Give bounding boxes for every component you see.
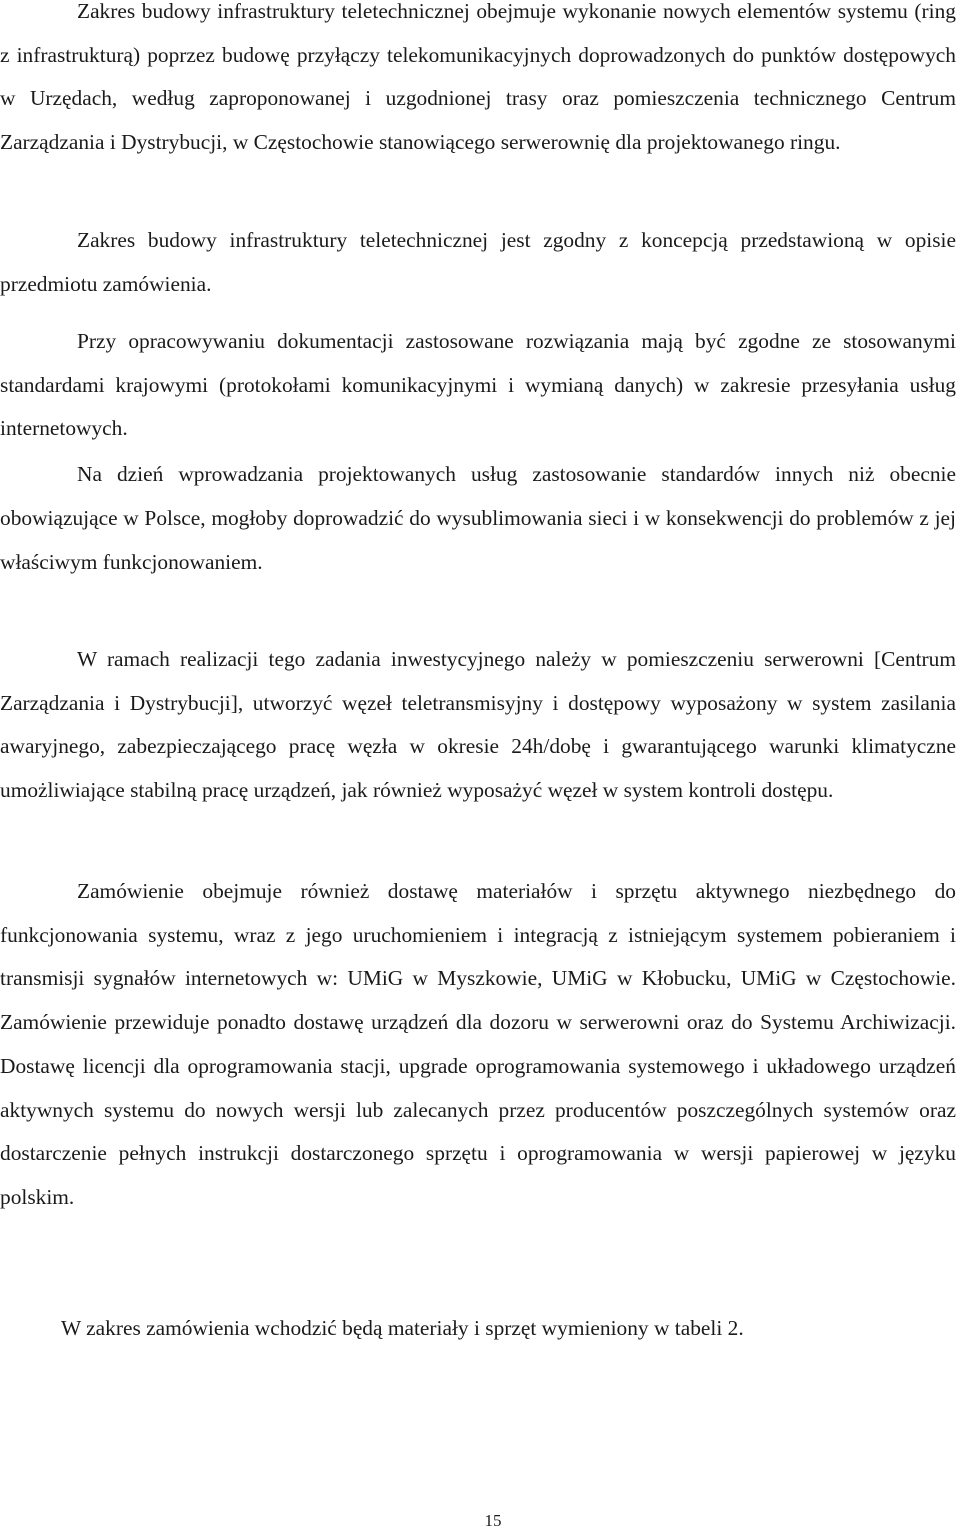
paragraph-infrastructure-scope: Zakres budowy infrastruktury teletechnicznej obejmuje wykonanie nowych elementów systemu (ring z infrastrukturą) poprzez budowę przyłączy telekomunikacyjnych doprowadzonych do punktów dostępowych w Urzędach, według zaproponowanej i uzgodnionej trasy oraz pomieszczenia technicznego Centrum Zarządzania i Dystrybucji, w Częstochowie stanowiącego serwerownię dla projektowanego ringu. [0, 0, 956, 154]
paragraph-server-room-node: W ramach realizacji tego zadania inwestycyjnego należy w pomieszczeniu serwerowni [Centrum Zarządzania i Dystrybucji], utworzyć węzeł teletransmisyjny i dostępowy wyposażony w system zasilania awaryjnego, zabezpieczającego pracę węzła w okresie 24h/dobę i gwarantującego warunki klimatyczne umożliwiające stabilną pracę urządzeń, jak również wyposażyć węzeł w system kontroli dostępu. [0, 647, 956, 802]
paragraph-other-standards-risk: Na dzień wprowadzania projektowanych usług zastosowanie standardów innych niż obecnie obowiązujące w Polsce, mogłoby doprowadzić do wysublimowania sieci i w konsekwencji do problemów z jej właściwym funkcjonowaniem. [0, 462, 956, 575]
paragraph-order-scope: Zamówienie obejmuje również dostawę materiałów i sprzętu aktywnego niezbędnego do funkcjonowania systemu, wraz z jego uruchomieniem i integracją z istniejącym systemem pobieraniem i transmisji sygnałów internetowych w: UMiG w Myszkowie, UMiG w Kłobucku, UMiG w Częstochowie. Zamówienie przewiduje ponadto dostawę urządzeń dla dozoru w serwerowni oraz do Systemu Archiwizacji. Dostawę licencji dla oprogramowania stacji, upgrade oprogramowania systemowego i układowego urządzeń aktywnych systemu do nowych wersji lub zalecanych przez producentów poszczególnych systemów oraz dostarczenie pełnych instrukcji dostarczonego sprzętu i oprogramowania w wersji papierowej w języku polskim. [0, 879, 956, 1209]
paragraph-concept-compliance: Zakres budowy infrastruktury teletechnicznej jest zgodny z koncepcją przedstawioną w opisie przedmiotu zamówienia. [0, 228, 956, 296]
paragraph-table-reference: W zakres zamówienia wchodzić będą materiały i sprzęt wymieniony w tabeli 2. [61, 1316, 744, 1340]
paragraph-standards: Przy opracowywaniu dokumentacji zastosowane rozwiązania mają być zgodne ze stosowanymi standardami krajowymi (protokołami komunikacyjnymi i wymianą danych) w zakresie przesyłania usług internetowych. [0, 329, 956, 441]
page-number: 15 [484, 1511, 502, 1530]
